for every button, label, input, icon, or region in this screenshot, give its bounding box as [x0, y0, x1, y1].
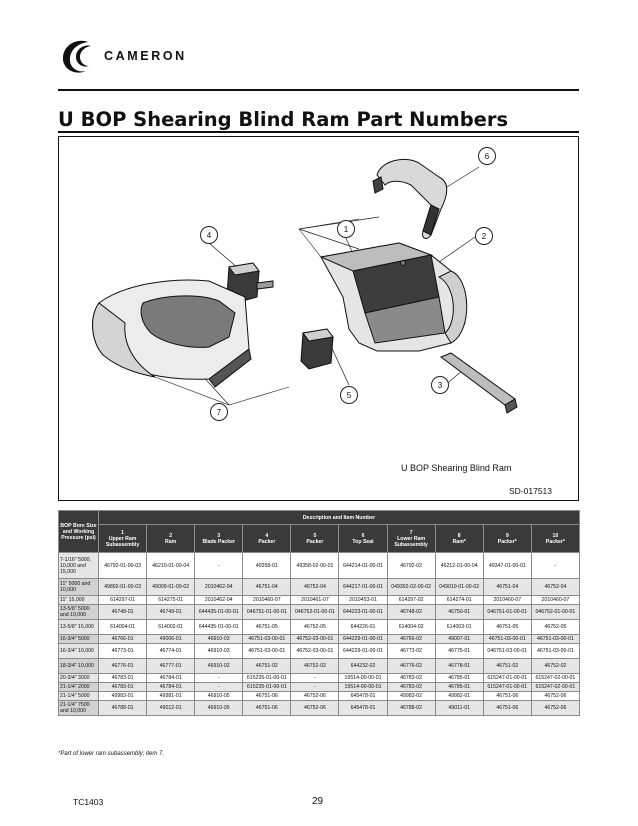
bore-cell: 11" 5000 and 10,000 [59, 579, 99, 596]
part-number-cell: 046752-01-00-01 [531, 605, 579, 620]
part-number-cell: 46748-01 [99, 605, 147, 620]
column-header [339, 525, 387, 553]
part-number-cell: 46776-01 [99, 659, 147, 674]
part-number-cell: 46751-06 [243, 701, 291, 716]
table-row [59, 692, 580, 701]
part-number-cell: 49358-02-00-01 [291, 553, 339, 579]
bore-cell: 21-1/4" 5000 [59, 692, 99, 701]
column-number: 10 [552, 532, 559, 539]
title-rule [58, 131, 579, 133]
part-number-cell: 46751-02 [483, 659, 531, 674]
part-number-cell: 615235-01-00-01 [243, 683, 291, 692]
part-number-cell: 644223-01-00-01 [339, 605, 387, 620]
column-label: Ram* [452, 538, 466, 545]
column-header [243, 525, 291, 553]
column-label: Upper Ram Subassembly [105, 535, 140, 548]
part-number-cell: 644217-01-00-01 [339, 579, 387, 596]
part-number-cell: 46751-05 [243, 620, 291, 635]
part-number-cell: 46752-06 [531, 701, 579, 716]
part-number-cell: 2010460-07 [483, 596, 531, 605]
part-number-cell: 19514-00-00-01 [339, 683, 387, 692]
column-number: 4 [265, 532, 269, 539]
bore-cell: 16-3/4" 10,000 [59, 644, 99, 659]
part-number-cell: 46210-01-00-04 [147, 553, 195, 579]
part-number-cell: 46751-04 [483, 579, 531, 596]
part-number-cell: 614003-01 [435, 620, 483, 635]
part-number-cell: 614004-01 [99, 620, 147, 635]
part-number-cell: 046751-01-00-01 [243, 605, 291, 620]
column-header [195, 525, 243, 553]
part-number-cell: 46788-01 [99, 701, 147, 716]
part-number-cell: 2010461-07 [291, 596, 339, 605]
part-number-cell: 644226-01 [339, 620, 387, 635]
part-number-cell: 46752-03-00-01 [291, 635, 339, 644]
part-number-cell: 049392-02-00-02 [387, 579, 435, 596]
column-label: Packer [306, 538, 324, 545]
part-number-cell: 644214-01-00-01 [339, 553, 387, 579]
part-number-cell: 49892-01-00-03 [99, 579, 147, 596]
column-number: 7 [409, 529, 413, 536]
part-number-cell: 46783-02 [387, 683, 435, 692]
column-header [531, 525, 579, 553]
part-top-seal [373, 159, 447, 238]
callout-4: 4 [200, 226, 218, 244]
part-number-cell: 46751-06 [243, 692, 291, 701]
table-row [59, 620, 580, 635]
part-number-cell: 46777-01 [147, 659, 195, 674]
part-number-cell: 49347-01-00-01 [483, 553, 531, 579]
part-number-cell: - [195, 553, 243, 579]
part-number-cell: 49982-01 [435, 692, 483, 701]
part-number-cell: 46910-03 [195, 644, 243, 659]
part-lower-ram [93, 280, 251, 387]
part-number-cell: 46748-02 [387, 605, 435, 620]
column-label: Packer [258, 538, 276, 545]
bore-cell: 7-1/16" 5000, 10,000 and 15,000 [59, 553, 99, 579]
part-number-cell: 046752-01-00-01 [291, 605, 339, 620]
part-number-cell: 046751-03-00-01 [483, 644, 531, 659]
part-number-cell: 46766-02 [387, 635, 435, 644]
part-number-cell: 46788-02 [387, 701, 435, 716]
column-number: 6 [361, 532, 365, 539]
part-number-cell: 2010453-01 [339, 596, 387, 605]
column-header [435, 525, 483, 553]
column-header [99, 525, 147, 553]
part-number-cell: 46774-01 [147, 644, 195, 659]
table-row [59, 596, 580, 605]
part-number-cell: 46752-04 [291, 579, 339, 596]
table-row [59, 683, 580, 692]
part-number-cell: 46749-01 [147, 605, 195, 620]
part-number-cell: - [195, 683, 243, 692]
part-number-cell: 645478-01 [339, 692, 387, 701]
part-number-cell: 46751-06 [483, 701, 531, 716]
bore-header: BOP Bore Size and Working Pressure (psi) [59, 511, 99, 553]
table-row [59, 674, 580, 683]
column-number: 1 [121, 529, 124, 536]
part-number-cell: 46751-02 [243, 659, 291, 674]
table-row [59, 659, 580, 674]
part-number-cell: 49007-01 [435, 635, 483, 644]
part-number-cell: 46778-01 [435, 659, 483, 674]
part-number-cell: 46752-06 [531, 692, 579, 701]
page-title: U BOP Shearing Blind Ram Part Numbers [58, 108, 509, 131]
column-number: 2 [169, 532, 173, 539]
part-number-cell: 46751-03-00-01 [243, 635, 291, 644]
part-number-cell: 46751-03-00-01 [531, 644, 579, 659]
part-number-cell: 46785-01 [435, 683, 483, 692]
part-number-cell: 46766-01 [99, 635, 147, 644]
part-number-cell: 49358-01 [243, 553, 291, 579]
part-number-cell: 46751-05 [483, 620, 531, 635]
part-number-cell: 46752-05 [291, 620, 339, 635]
part-number-cell: - [291, 674, 339, 683]
part-number-cell: 46752-05 [531, 620, 579, 635]
part-number-cell: 46910-05 [195, 701, 243, 716]
part-number-cell: 615247-01-00-01 [483, 674, 531, 683]
part-number-cell: 644435-01-00-01 [195, 620, 243, 635]
callout-5: 5 [340, 386, 358, 404]
figure-caption: U BOP Shearing Blind Ram [401, 463, 512, 473]
part-packer-5 [301, 329, 333, 369]
brand-name: CAMERON [104, 49, 187, 63]
part-number-cell: 614274-01 [435, 596, 483, 605]
column-label: Blade Packer [202, 538, 236, 545]
table-row [59, 635, 580, 644]
bore-cell: 21-1/4" 2000 [59, 683, 99, 692]
column-number: 3 [217, 532, 221, 539]
part-number-cell: 49012-01 [147, 701, 195, 716]
callout-3: 3 [431, 376, 449, 394]
column-number: 8 [457, 532, 461, 539]
callout-2: 2 [475, 227, 493, 245]
callout-1: 1 [337, 220, 355, 238]
cameron-logo [58, 36, 228, 76]
part-number-cell: - [531, 553, 579, 579]
part-number-cell: 46785-01 [435, 674, 483, 683]
part-number-cell: 46752-02 [291, 659, 339, 674]
column-label: Top Seal [352, 538, 374, 545]
column-label: Ram [165, 538, 177, 545]
part-upper-ram [321, 243, 467, 351]
table-row [59, 553, 580, 579]
part-number-cell: 645478-01 [339, 701, 387, 716]
part-numbers-table [58, 510, 579, 716]
part-number-cell: 46752-06 [291, 692, 339, 701]
part-number-cell: 614002-01 [147, 620, 195, 635]
column-number: 5 [313, 532, 317, 539]
document-code: TC1403 [73, 797, 104, 807]
figure-drawing-code: SD-017513 [509, 486, 553, 496]
part-number-cell: 49009-01-00-02 [147, 579, 195, 596]
part-number-cell: 614297-01 [99, 596, 147, 605]
part-number-cell: 046751-01-00-01 [483, 605, 531, 620]
bore-cell: 16-3/4" 5000 [59, 635, 99, 644]
callout-6: 6 [478, 147, 496, 165]
exploded-view-figure [58, 136, 579, 501]
part-number-cell: 46751-06 [483, 692, 531, 701]
page-number: 29 [312, 796, 324, 807]
part-number-cell: 46752-06 [291, 701, 339, 716]
part-number-cell: 615235-01-00-01 [243, 674, 291, 683]
part-number-cell: 644435-01-00-01 [195, 605, 243, 620]
part-number-cell: 2010462-04 [195, 579, 243, 596]
part-number-cell: 049010-01-00-02 [435, 579, 483, 596]
top-rule [58, 89, 579, 91]
part-number-cell: 46783-01 [99, 674, 147, 683]
part-number-cell: 46773-01 [99, 644, 147, 659]
part-number-cell: 2010460-07 [243, 596, 291, 605]
part-number-cell: 2010462-04 [195, 596, 243, 605]
bore-cell: 13-5/8" 5000 and 10,000 [59, 605, 99, 620]
part-number-cell: 46750-01 [435, 605, 483, 620]
part-number-cell: 46775-01 [435, 644, 483, 659]
exploded-view-drawing [59, 137, 578, 500]
part-number-cell: 49011-01 [435, 701, 483, 716]
table-body [59, 553, 580, 716]
part-number-cell: 614275-01 [147, 596, 195, 605]
group-header: Description and Item Number [99, 511, 580, 525]
part-number-cell: 46783-01 [99, 683, 147, 692]
column-header [483, 525, 531, 553]
part-number-cell: 46784-01 [147, 683, 195, 692]
part-number-cell: 46773-02 [387, 644, 435, 659]
bore-cell: 20-3/4" 3000 [59, 674, 99, 683]
column-header [147, 525, 195, 553]
part-number-cell: 46783-02 [387, 674, 435, 683]
part-number-cell: 615247-02-00-01 [531, 674, 579, 683]
bore-cell: 21-1/4" 7500 and 10,000 [59, 701, 99, 716]
part-number-cell: 46792-02 [387, 553, 435, 579]
part-number-cell: 46784-01 [147, 674, 195, 683]
part-number-cell: 19514-00-00-01 [339, 674, 387, 683]
part-number-cell: 49983-01 [99, 692, 147, 701]
part-number-cell: 46910-03 [195, 635, 243, 644]
part-number-cell: - [291, 683, 339, 692]
column-header [291, 525, 339, 553]
column-header [387, 525, 435, 553]
part-number-cell: 644229-01-00-01 [339, 635, 387, 644]
part-blade-bar [441, 353, 517, 413]
part-number-cell: 615247-01-00-01 [483, 683, 531, 692]
bore-cell: 11" 15,000 [59, 596, 99, 605]
footnote: *Part of lower ram subassembly; item 7. [58, 751, 165, 757]
callout-7: 7 [210, 403, 228, 421]
part-number-cell: 644229-01-00-01 [339, 644, 387, 659]
column-label: Packer* [545, 538, 565, 545]
part-number-cell: 46910-05 [195, 692, 243, 701]
part-number-cell: 615247-02-00-01 [531, 683, 579, 692]
part-number-cell: 46751-03-00-01 [243, 644, 291, 659]
part-number-cell: 2010460-07 [531, 596, 579, 605]
part-number-cell: 614297-02 [387, 596, 435, 605]
part-number-cell: 46752-03-00-01 [291, 644, 339, 659]
part-number-cell: 46751-03-00-01 [483, 635, 531, 644]
column-headers [59, 525, 580, 553]
cameron-logo-mark-icon [58, 36, 96, 76]
part-number-cell: 46792-01-00-03 [99, 553, 147, 579]
part-number-cell: 46752-04 [531, 579, 579, 596]
table-row [59, 701, 580, 716]
bore-cell: 13-5/8" 15,000 [59, 620, 99, 635]
part-number-cell: 46212-01-00-04 [435, 553, 483, 579]
part-number-cell: 46751-03-00-01 [531, 635, 579, 644]
table-row [59, 644, 580, 659]
table-row [59, 605, 580, 620]
part-number-cell: 46776-02 [387, 659, 435, 674]
part-number-cell: 46751-04 [243, 579, 291, 596]
bore-cell: 18-3/4" 10,000 [59, 659, 99, 674]
part-number-cell: 614004-02 [387, 620, 435, 635]
part-number-cell: 46910-02 [195, 659, 243, 674]
part-number-cell: 49981-01 [147, 692, 195, 701]
column-number: 9 [505, 532, 509, 539]
part-number-cell: 644232-02 [339, 659, 387, 674]
part-number-cell: 49006-01 [147, 635, 195, 644]
part-number-cell: 49983-02 [387, 692, 435, 701]
part-number-cell: - [195, 674, 243, 683]
table-row [59, 579, 580, 596]
column-label: Packer* [497, 538, 517, 545]
column-label: Lower Ram Subassembly [394, 535, 428, 548]
part-number-cell: 46752-02 [531, 659, 579, 674]
